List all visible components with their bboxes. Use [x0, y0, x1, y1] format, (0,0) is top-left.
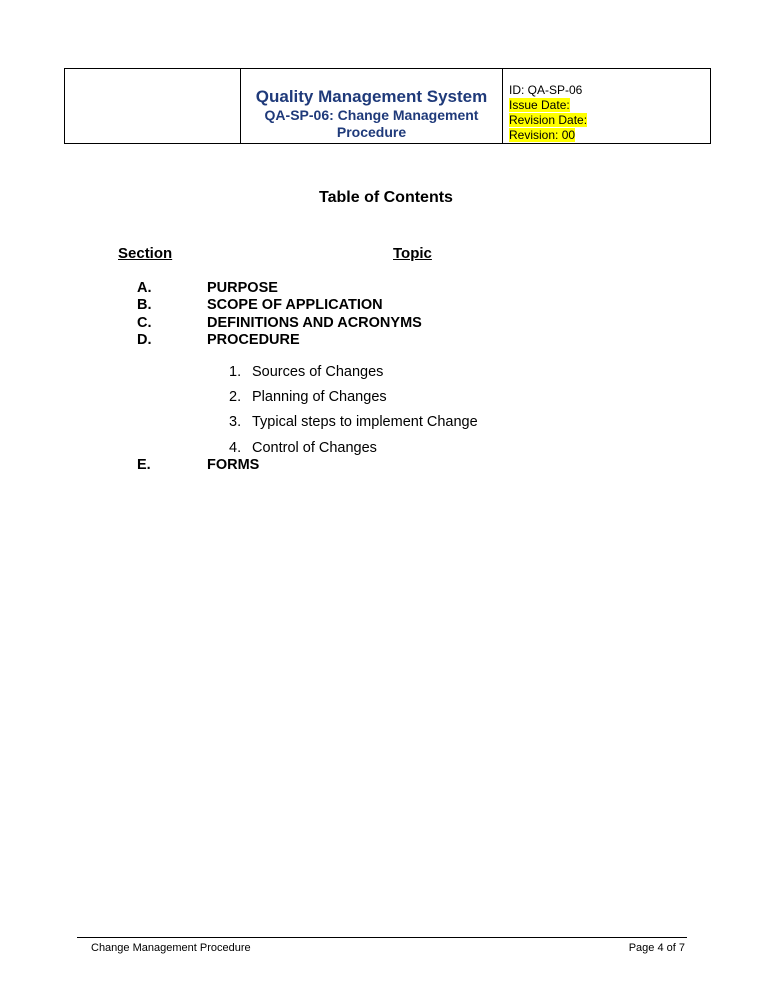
issue-date: Issue Date: — [509, 98, 570, 112]
footer-page-number: Page 4 of 7 — [628, 942, 685, 954]
section-letter-b: B. — [137, 297, 152, 313]
topic-column-header: Topic — [393, 245, 432, 262]
section-topic-purpose[interactable]: PURPOSE — [207, 280, 278, 296]
subitem-planning-of-changes[interactable]: Planning of Changes — [252, 389, 387, 405]
revision-date: Revision Date: — [509, 113, 588, 127]
document-title-line1: QA-SP-06: Change Management — [264, 107, 479, 123]
subitem-sources-of-changes[interactable]: Sources of Changes — [252, 364, 384, 380]
section-topic-procedure[interactable]: PROCEDURE — [207, 332, 300, 348]
document-header-table — [64, 68, 711, 144]
subitem-control-of-changes[interactable]: Control of Changes — [252, 440, 377, 456]
section-letter-e: E. — [137, 457, 151, 473]
document-id-cell — [503, 69, 710, 143]
subitem-number: 2. — [229, 389, 242, 405]
title-cell — [241, 69, 503, 143]
section-topic-forms[interactable]: FORMS — [207, 457, 260, 473]
section-topic-definitions[interactable]: DEFINITIONS AND ACRONYMS — [207, 315, 422, 331]
section-column-header: Section — [118, 245, 173, 262]
section-letter-a: A. — [137, 280, 152, 296]
subitem-typical-steps[interactable]: Typical steps to implement Change — [252, 414, 478, 430]
subitem-number: 1. — [229, 364, 242, 380]
footer-document-name: Change Management Procedure — [91, 942, 251, 954]
system-title: Quality Management System — [255, 87, 488, 106]
subitem-number: 4. — [229, 440, 242, 456]
section-letter-c: C. — [137, 315, 152, 331]
document-id: ID: QA-SP-06 — [509, 83, 583, 97]
toc-title: Table of Contents — [319, 189, 453, 206]
section-letter-d: D. — [137, 332, 152, 348]
revision-number: Revision: 00 — [509, 128, 576, 142]
section-topic-scope[interactable]: SCOPE OF APPLICATION — [207, 297, 383, 313]
footer-divider — [77, 937, 687, 938]
subitem-number: 3. — [229, 414, 242, 430]
document-title-line2: Procedure — [336, 124, 407, 140]
logo-cell — [65, 69, 241, 143]
